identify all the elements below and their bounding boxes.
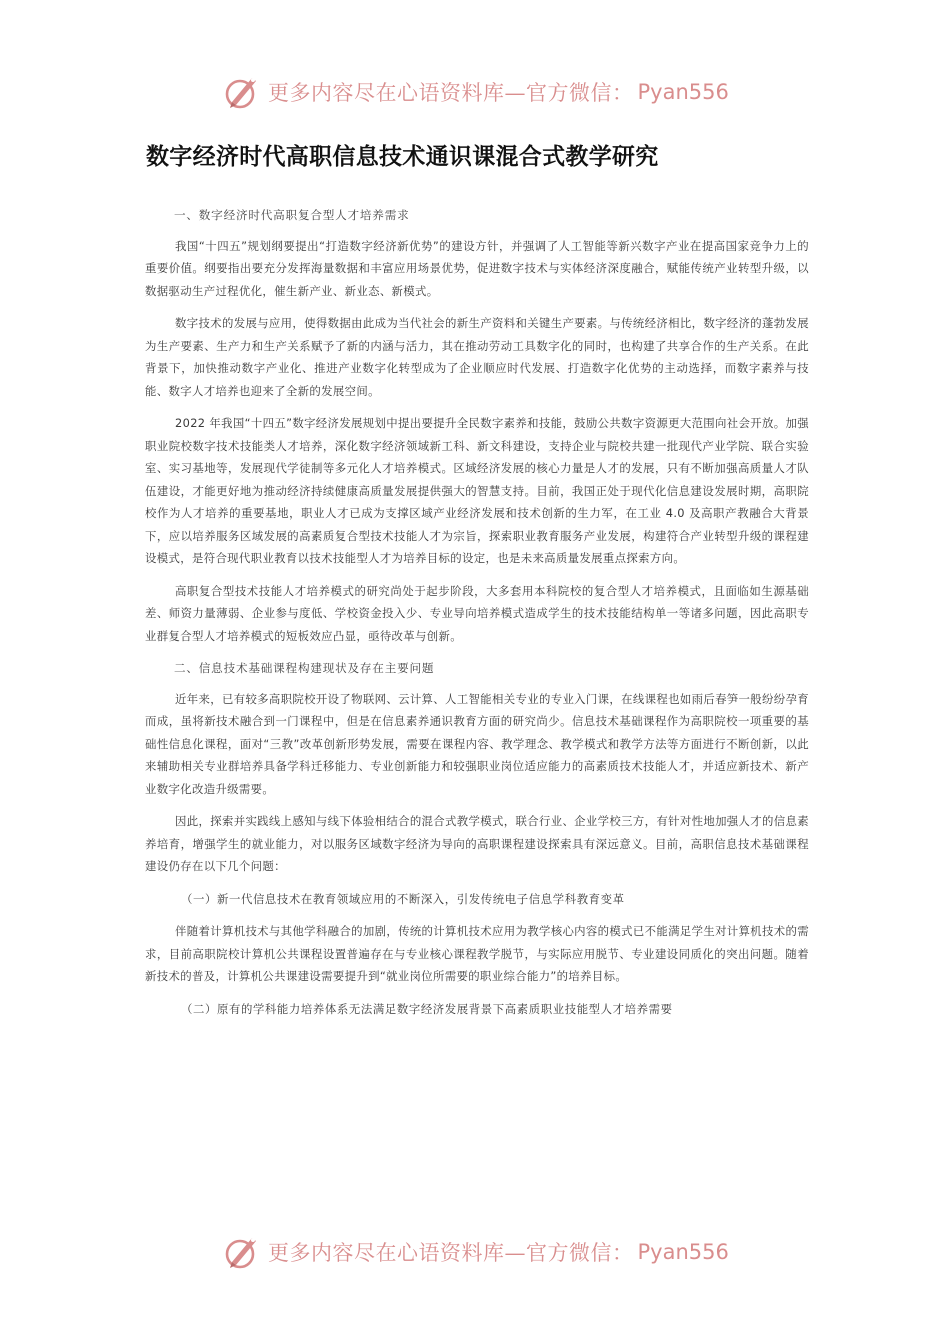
watermark-banner-bottom bbox=[222, 1230, 742, 1274]
pen-logo-icon bbox=[222, 72, 262, 112]
paragraph: 因此，探索并实践线上感知与线下体验相结合的混合式教学模式，联合行业、企业学校三方，有针对性地加强人才的信息素养培育，增强学生的就业能力，对以服务区域数字经济为导向的高职课程建设探索具有深远意义。目前，高职信息技术基础课程建设仍存在以下几个问题： bbox=[145, 814, 809, 873]
paragraph: 伴随着计算机技术与其他学科融合的加剧，传统的计算机技术应用为教学核心内容的模式已不能满足学生对计算机技术的需求，目前高职院校计算机公共课程设置普遍存在与专业核心课程教学脱节，与实际应用脱节、专业建设同质化的突出问题。随着新技术的普及，计算机公共课建设需要提升到“就业岗位所需要的职业综合能力”的培养目标。 bbox=[145, 924, 809, 983]
section-heading-1: 一、数字经济时代高职复合型人才培养需求 bbox=[174, 208, 410, 222]
watermark-text: 更多内容尽在心语资料库—官方微信： bbox=[268, 81, 634, 105]
watermark-banner-top bbox=[222, 70, 742, 114]
watermark-text: 更多内容尽在心语资料库—官方微信： bbox=[268, 1241, 634, 1265]
paragraph: 近年来，已有较多高职院校开设了物联网、云计算、人工智能相关专业的专业入门课，在线课程也如雨后春笋一般纷纷孕育而成，虽将新技术融合到一门课程中，但是在信息素养通识教育方面的研究尚少。信息技术基础课程作为高职院校一项重要的基础性信息化课程，面对“三教”改革创新形势发展，需要在课程内容、教学理念、教学模式和教学方法等方面进行不断创新，以此来辅助相关专业群培养具备学科迁移能力、专业创新能力和较强职业岗位适应能力的高素质技术技能人才，并适应新技术、新产业数字化改造升级需要。 bbox=[145, 691, 809, 796]
subsection-heading-1: （一）新一代信息技术在教育领域应用的不断深入，引发传统电子信息学科教育变革 bbox=[181, 891, 625, 906]
section-heading-2: 二、信息技术基础课程构建现状及存在主要问题 bbox=[174, 661, 435, 675]
paragraph: 我国“十四五”规划纲要提出“打造数字经济新优势”的建设方针，并强调了人工智能等新兴数字产业在提高国家竞争力上的重要价值。纲要指出要充分发挥海量数据和丰富应用场景优势，促进数字技术与实体经济深度融合，赋能传统产业转型升级，以数据驱动生产过程优化，催生新产业、新业态、新模式。 bbox=[145, 238, 809, 298]
document-body bbox=[145, 204, 809, 1030]
paragraph: 高职复合型技术技能人才培养模式的研究尚处于起步阶段，大多套用本科院校的复合型人才培养模式，且面临如生源基础差、师资力量薄弱、企业参与度低、学校资金投入少、专业导向培养模式造成学生的技术技能结构单一等诸多问题，因此高职专业群复合型人才培养模式的短板效应凸显，亟待改革与创新。 bbox=[145, 583, 809, 643]
paragraph: 2022 年我国“十四五”数字经济发展规划中提出要提升全民数字素养和技能，鼓励公共数字资源更大范围向社会开放。加强职业院校数字技术技能类人才培养，深化数字经济领域新工科、新文科建设，支持企业与院校共建一批现代产业学院、联合实验室、实习基地等，发展现代学徒制等多元化人才培养模式。区域经济发展的核心力量是人才的发展，只有不断加强高质量人才队伍建设，才能更好地为推动经济持续健康高质量发展提供强大的智慧支持。目前，我国正处于现代化信息建设发展时期，高职院校作为人才培养的重要基地，职业人才已成为支撑区域产业经济发展和技术创新的生力军，在工业 4.0 及高职产教融合大背景下，应以培养服务区域发展的高素质复合型技术技能人才为宗旨，探索职业教育服务产业发展，构建符合产业转型升级的课程建设模式，是符合现代职业教育以技术技能型人才为培养目标的设定，也是未来高质量发展重点探索方向。 bbox=[145, 416, 809, 565]
watermark-wechat-id: Pyan556 bbox=[637, 1240, 729, 1264]
watermark-wechat-id: Pyan556 bbox=[637, 80, 729, 104]
document-title: 数字经济时代高职信息技术通识课混合式教学研究 bbox=[146, 144, 659, 170]
pen-logo-icon bbox=[222, 1232, 262, 1272]
paragraph: 数字技术的发展与应用，使得数据由此成为当代社会的新生产资料和关键生产要素。与传统经济相比，数字经济的蓬勃发展为生产要素、生产力和生产关系赋予了新的内涵与活力，其在推动劳动工具数字化的同时，也构建了共享合作的生产关系。在此背景下，加快推动数字产业化、推进产业数字化转型成为了企业顺应时代发展、打造数字化优势的主动选择，而数字素养与技能、数字人才培养也迎来了全新的发展空间。 bbox=[145, 316, 809, 398]
subsection-heading-2: （二）原有的学科能力培养体系无法满足数字经济发展背景下高素质职业技能型人才培养需要 bbox=[181, 1001, 673, 1016]
